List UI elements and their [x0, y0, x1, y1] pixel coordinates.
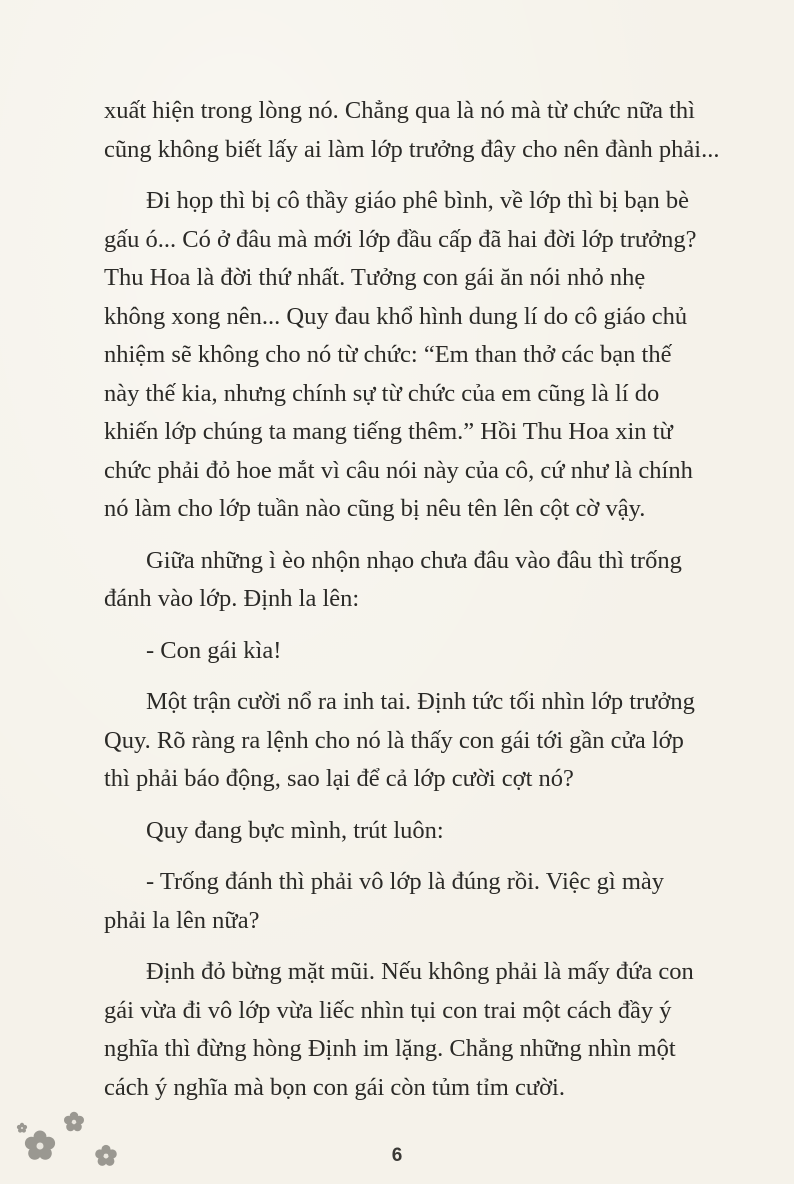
flower-cluster-icon	[14, 1100, 134, 1180]
text-line: Giữa những ì èo nhộn nhạo chưa đâu vào đâu thì trống	[146, 546, 682, 574]
text-line: không xong nên... Quy đau khổ hình dung lí do cô giáo chủ	[104, 302, 688, 330]
paragraph	[104, 542, 736, 619]
text-line: cũng không biết lấy ai làm lớp trưởng đây cho nên đành phải...	[104, 135, 720, 163]
paragraph	[104, 953, 736, 1107]
text-line: thì phải báo động, sao lại để cả lớp cười cợt nó?	[104, 765, 574, 792]
paragraph	[104, 863, 736, 940]
text-line: Đi họp thì bị cô thầy giáo phê bình, về lớp thì bị bạn bè	[146, 187, 690, 214]
paragraph	[104, 92, 736, 169]
text-line: phải la lên nữa?	[104, 906, 260, 934]
text-line: khiến lớp chúng ta mang tiếng thêm.” Hồi Thu Hoa xin từ	[104, 418, 673, 445]
text-line: Thu Hoa là đời thứ nhất. Tưởng con gái ăn nói nhỏ nhẹ	[104, 264, 646, 291]
body-text	[104, 92, 736, 1120]
text-line: Một trận cười nổ ra inh tai. Định tức tối nhìn lớp trưởng	[146, 688, 695, 715]
text-line: nó làm cho lớp tuần nào cũng bị nêu tên lên cột cờ vậy.	[104, 495, 646, 522]
text-line: gấu ó... Có ở đâu mà mới lớp đầu cấp đã hai đời lớp trưởng?	[104, 225, 697, 253]
text-line: đánh vào lớp. Định la lên:	[104, 585, 360, 612]
text-line: nghĩa thì đừng hòng Định im lặng. Chẳng những nhìn một	[104, 1035, 676, 1062]
text-line: - Con gái kìa!	[146, 636, 282, 664]
paragraph	[104, 812, 736, 851]
paragraph	[104, 632, 736, 671]
text-line: này thế kia, nhưng chính sự từ chức của em cũng là lí do	[104, 379, 660, 407]
text-line: chức phải đỏ hoe mắt vì câu nói này của cô, cứ như là chính	[104, 456, 693, 484]
paragraph	[104, 182, 736, 529]
text-line: nhiệm sẽ không cho nó từ chức: “Em than thở các bạn thế	[104, 341, 672, 368]
paragraph	[104, 683, 736, 799]
text-line: xuất hiện trong lòng nó. Chẳng qua là nó mà từ chức nữa thì	[104, 97, 695, 124]
text-line: Định đỏ bừng mặt mũi. Nếu không phải là mấy đứa con	[146, 958, 694, 985]
text-line: - Trống đánh thì phải vô lớp là đúng rồi. Việc gì mày	[146, 868, 665, 895]
page-number: 6	[391, 1145, 403, 1166]
text-line: Quy đang bực mình, trút luôn:	[146, 816, 444, 844]
text-line: cách ý nghĩa mà bọn con gái còn tủm tỉm cười.	[104, 1073, 565, 1101]
text-line: Quy. Rõ ràng ra lệnh cho nó là thấy con gái tới gần cửa lớp	[104, 726, 684, 754]
text-line: gái vừa đi vô lớp vừa liếc nhìn tụi con trai một cách đầy ý	[104, 996, 672, 1024]
